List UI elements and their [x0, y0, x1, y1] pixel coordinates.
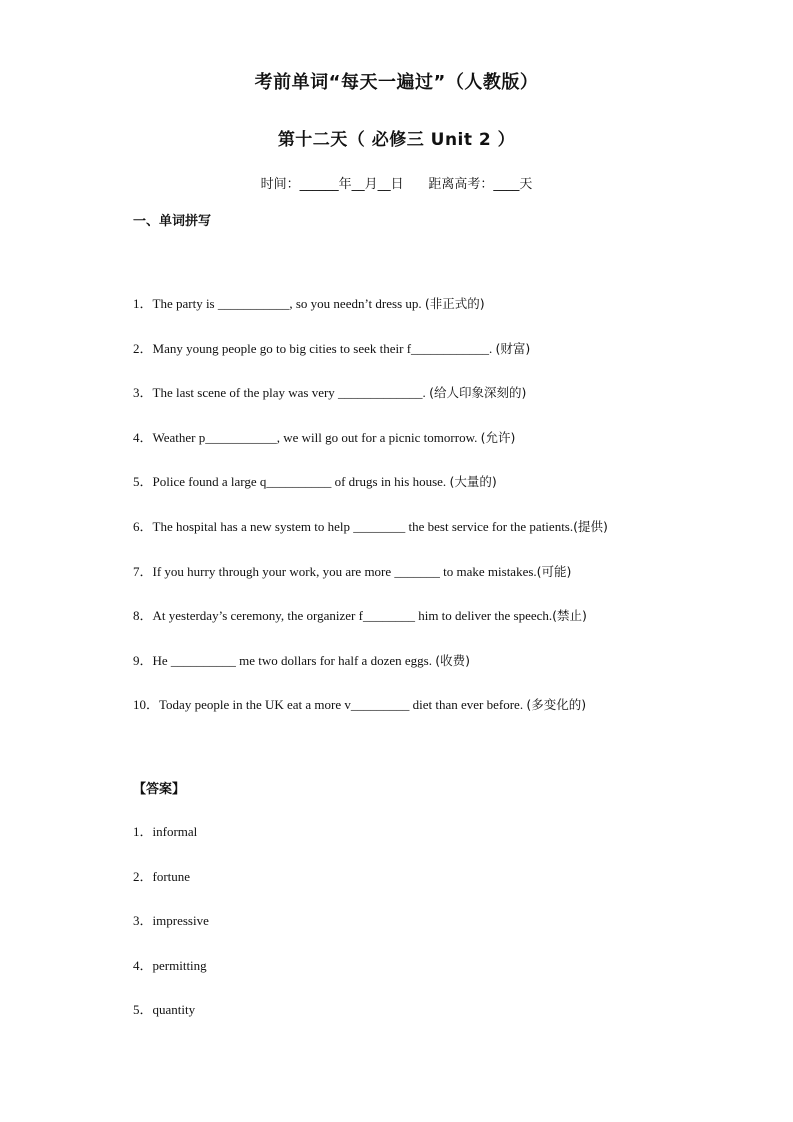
question-item [133, 518, 608, 563]
spelling-section-heading: 一、单词拼写 [133, 214, 212, 229]
question-text: Many young people go to big cities to seek their f____________. [152, 340, 496, 356]
document-title: 考前单词“每天一遍过”（人教版） [254, 72, 539, 93]
answer-number: 5． [133, 1002, 153, 1018]
question-text: Weather p___________, we will go out for a picnic tomorrow. [152, 429, 481, 445]
question-hint: (财富) [495, 340, 531, 356]
question-text: Today people in the UK eat a more v_________ diet than ever before. [159, 697, 527, 713]
question-text: The last scene of the play was very _____________. [152, 385, 430, 401]
answer-item [133, 1001, 209, 1046]
question-text: If you hurry through your work, you are more _______ to make mistakes. [152, 563, 537, 579]
date-countdown-line: 时间：______年__月__日 距离高考：____天 [260, 177, 533, 192]
document-subtitle: 第十二天（ 必修三 Unit 2 ） [277, 130, 516, 150]
answer-number: 1． [133, 824, 153, 839]
question-number: 8． [133, 608, 153, 624]
question-hint: (提供) [573, 518, 608, 534]
answer-number: 2． [133, 868, 153, 884]
question-hint: (大量的) [449, 474, 497, 490]
question-item [133, 652, 608, 697]
question-item [133, 473, 608, 518]
answer-text: fortune [152, 868, 191, 884]
answer-text: permitting [152, 957, 207, 973]
question-list [133, 295, 608, 741]
question-item [133, 607, 608, 652]
question-item [133, 696, 608, 741]
question-number: 6． [133, 518, 153, 534]
question-text: The party is ___________, so you needn’t dress up. [152, 296, 425, 311]
answer-text: impressive [152, 913, 209, 929]
question-hint: (非正式的) [424, 296, 485, 311]
question-text: At yesterday’s ceremony, the organizer f________ him to deliver the speech. [152, 608, 553, 624]
question-text: He __________ me two dollars for half a dozen eggs. [152, 652, 436, 668]
question-number: 7． [133, 563, 153, 579]
question-item [133, 340, 608, 385]
question-hint: (允许) [480, 429, 516, 445]
question-item [133, 384, 608, 429]
question-number: 2． [133, 340, 153, 356]
question-text: Police found a large q__________ of drugs in his house. [152, 474, 450, 490]
question-hint: (禁止) [552, 608, 587, 624]
question-item [133, 429, 608, 474]
question-hint: (多变化的) [526, 697, 587, 713]
question-text: The hospital has a new system to help ________ the best service for the patients. [152, 518, 574, 534]
question-number: 10． [133, 697, 160, 713]
answer-list [133, 823, 209, 1046]
answers-section-heading: 【答案】 [133, 782, 186, 797]
question-hint: (给人印象深刻的) [429, 385, 527, 401]
question-number: 9． [133, 652, 153, 668]
answer-number: 4． [133, 957, 153, 973]
question-item [133, 295, 608, 340]
question-number: 3． [133, 385, 153, 401]
answer-item [133, 868, 209, 913]
answer-item [133, 823, 209, 868]
answer-item [133, 957, 209, 1002]
question-number: 1． [133, 296, 153, 311]
answer-text: informal [152, 824, 198, 839]
question-number: 4． [133, 429, 153, 445]
question-hint: (收费) [435, 652, 470, 668]
answer-item [133, 912, 209, 957]
question-hint: (可能) [536, 563, 572, 579]
answer-number: 3． [133, 913, 153, 929]
question-item [133, 563, 608, 608]
answer-text: quantity [152, 1002, 196, 1018]
question-number: 5． [133, 474, 153, 490]
